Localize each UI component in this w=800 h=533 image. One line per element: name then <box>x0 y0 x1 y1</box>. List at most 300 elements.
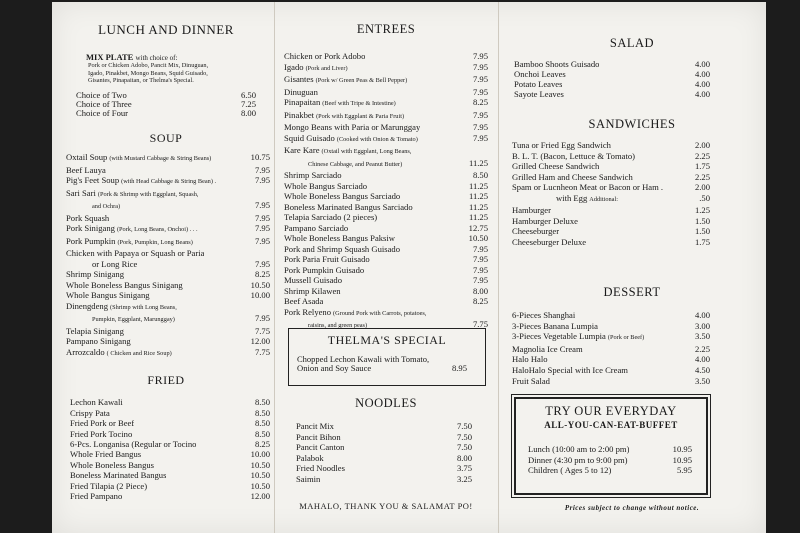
menu-item-name-group <box>66 152 211 165</box>
buffet-title: TRY OUR EVERYDAY <box>545 404 677 418</box>
menu-item-price: 11.25 <box>468 212 488 222</box>
menu-item-price: 11.25 <box>468 191 488 201</box>
menu-item-name-group <box>66 248 204 259</box>
menu-item-name: Tuna or Fried Egg Sandwich <box>512 140 611 150</box>
menu-item-name: Children ( Ages 5 to 12) <box>528 465 612 476</box>
menu-item-name: Pork Sinigang <box>66 223 115 234</box>
menu-item-row <box>284 254 488 265</box>
menu-item-name-group <box>66 280 183 291</box>
menu-item-price: 7.95 <box>472 254 488 264</box>
dessert-list <box>512 310 710 386</box>
menu-item-name: Arrozcaldo <box>66 346 105 357</box>
menu-item-price: 3.25 <box>456 473 472 484</box>
menu-item-row <box>284 122 488 133</box>
menu-item-name: Grilled Cheese Sandwich <box>512 161 600 171</box>
soup-title: SOUP <box>149 131 183 146</box>
menu-item-row <box>284 87 488 98</box>
sandwiches-list <box>512 140 710 247</box>
menu-item-price: 7.95 <box>472 243 488 254</box>
menu-item-row <box>512 193 710 206</box>
menu-item-description: (Pork with Eggplant & Paria Fruit) <box>316 112 405 120</box>
menu-item-name-group <box>512 331 644 344</box>
menu-item-price: 10.75 <box>250 152 270 163</box>
menu-item-name-group <box>76 91 127 100</box>
menu-item-price: 7.95 <box>472 74 488 84</box>
entrees-title: ENTREES <box>356 22 416 36</box>
menu-item-name-group <box>528 455 628 466</box>
menu-item-name: Chicken with Papaya or Squash or Paria <box>66 248 205 259</box>
menu-item-row <box>66 223 270 236</box>
menu-item-description: Pumpkin, Eggplant, Marunggay) <box>92 316 175 324</box>
buffet-list <box>528 444 692 476</box>
menu-item-name: Fried Pork or Beef <box>70 418 135 429</box>
menu-item-row <box>296 442 472 453</box>
menu-item-name-group <box>512 161 599 172</box>
menu-item-name: Pancit Canton <box>296 442 345 453</box>
menu-item-name: Dinner (4:30 pm to 9:00 pm) <box>528 454 628 465</box>
menu-item-row <box>70 418 270 428</box>
menu-item-name: Shrimp Sinigang <box>66 269 125 280</box>
menu-item-name: Fried Tilapia (2 Piece) <box>70 480 148 491</box>
menu-item-name: Pork Pumpkin Guisado <box>284 264 365 275</box>
menu-item-name: Whole Boneless Bangus <box>70 459 155 470</box>
menu-item-name-group <box>284 244 400 255</box>
menu-item-row <box>76 109 256 118</box>
price-notice: Prices subject to change without notice. <box>564 504 700 512</box>
menu-item-price: 4.00 <box>694 354 710 365</box>
menu-item-row <box>66 336 270 347</box>
menu-item-price: 10.00 <box>250 290 270 301</box>
menu-item-price: 8.00 <box>456 452 472 463</box>
right-column <box>508 2 756 386</box>
mix-plate-description-line: Gisantes, Pinapaitan, or Thelma's Special. <box>88 77 194 85</box>
menu-item-name-group <box>66 290 150 301</box>
menu-item-name: Potato Leaves <box>514 79 563 89</box>
menu-item-name-group <box>296 421 334 432</box>
menu-item-row <box>284 223 488 234</box>
menu-item-name: 6-Pieces Shanghai <box>512 310 576 320</box>
menu-item-name-group <box>512 237 586 248</box>
mix-plate-heading <box>86 52 266 62</box>
menu-item-row <box>76 100 256 109</box>
menu-item-price: 7.95 <box>472 51 488 61</box>
menu-item-name: Oxtail Soup <box>66 152 108 163</box>
dessert-title: DESSERT <box>603 285 661 299</box>
menu-item-name: Onchoi Leaves <box>514 69 566 79</box>
menu-item-name: Whole Boneless Bangus Sarciado <box>284 191 401 201</box>
menu-item-name-group <box>296 442 344 453</box>
menu-item-row <box>284 244 488 255</box>
salad-title: SALAD <box>609 36 655 50</box>
menu-item-name-group <box>70 439 196 449</box>
menu-item-name-group <box>528 444 629 455</box>
menu-item-name-group <box>70 470 166 480</box>
menu-item-row <box>284 158 488 171</box>
menu-item-name: Lechon Kawali <box>70 397 123 408</box>
menu-item-name: Mussell Guisado <box>284 275 343 285</box>
menu-item-price: 7.75 <box>472 319 488 329</box>
menu-item-price: .50 <box>699 192 710 203</box>
menu-item-price: 8.50 <box>254 407 270 418</box>
menu-item-name-group <box>284 97 396 110</box>
menu-item-name-group <box>512 140 611 151</box>
menu-item-name: or Long Rice <box>92 258 138 269</box>
menu-item-row <box>512 331 710 344</box>
menu-item-price: 8.00 <box>472 285 488 296</box>
menu-item-name-group <box>284 170 342 181</box>
menu-item-description: Additional: <box>589 195 618 203</box>
middle-column <box>284 2 488 332</box>
menu-item-price: 4.00 <box>694 59 710 69</box>
menu-item-name: Spam or Lucnheon Meat or Bacon or Ham . <box>512 182 664 192</box>
menu-item-row <box>512 205 710 216</box>
menu-item-price: 8.25 <box>254 439 270 450</box>
menu-item-name-group <box>284 191 400 202</box>
menu-item-name-group <box>512 193 618 206</box>
buffet-subtitle: ALL-YOU-CAN-EAT-BUFFET <box>544 420 678 430</box>
menu-item-name: Saimin <box>296 473 321 484</box>
fried-list <box>70 397 270 501</box>
thelmas-special-title: THELMA'S SPECIAL <box>327 333 447 347</box>
menu-item-name-group <box>512 365 628 376</box>
menu-item-row <box>76 91 256 100</box>
menu-item-row <box>512 182 710 193</box>
menu-item-name-group <box>284 122 420 133</box>
menu-item-name: Telapia Sinigang <box>66 325 124 336</box>
menu-item-name-group <box>70 397 123 407</box>
menu-item-name: Choice of Three <box>76 99 132 109</box>
menu-item-name: Pinapaitan <box>284 97 321 107</box>
menu-item-row <box>514 79 710 89</box>
menu-item-price: 12.00 <box>250 491 270 502</box>
menu-item-name-group <box>284 275 342 286</box>
menu-item-name-group <box>296 463 345 474</box>
menu-item-name: Whole Boneless Bangus Sinigang <box>66 279 183 290</box>
menu-item-name: Pork Relyeno <box>284 306 332 317</box>
menu-item-name-group <box>66 213 109 224</box>
menu-item-name: 6-Pcs. Longanisa (Regular or Tocino <box>70 439 197 450</box>
menu-item-price: 7.75 <box>254 325 270 336</box>
menu-item-name-group <box>70 408 110 418</box>
menu-item-name-group <box>528 465 611 476</box>
menu-item-row <box>66 213 270 224</box>
menu-item-name-group <box>296 432 341 443</box>
menu-item-price <box>268 248 270 259</box>
menu-item-price: 8.25 <box>472 296 488 306</box>
menu-item-name: Whole Boneless Bangus Paksiw <box>284 233 395 243</box>
menu-item-name: Telapia Sarciado (2 pieces) <box>284 212 378 222</box>
menu-item-name-group <box>512 310 575 321</box>
mix-plate-description-line: Pork or Chicken Adobo, Pancit Mix, Dinuguan, <box>88 62 209 69</box>
menu-item-name: Kare Kare <box>284 145 320 155</box>
menu-item-name-group <box>70 449 141 459</box>
mix-plate-title: MIX PLATE <box>86 52 134 62</box>
menu-item-row <box>284 296 488 307</box>
menu-item-row <box>296 463 472 474</box>
menu-item-row <box>70 460 270 470</box>
lunch-dinner-title: LUNCH AND DINNER <box>98 22 234 37</box>
menu-item-description: (Oxtail with Eggplant, Long Beans, <box>321 148 412 155</box>
menu-item-row <box>528 465 692 476</box>
menu-item-price: 6.50 <box>240 89 256 100</box>
menu-item-name-group <box>284 265 364 276</box>
menu-item-price: 1.75 <box>694 236 710 247</box>
menu-item-row <box>296 474 472 485</box>
menu-item-description: (with Mustard Cabbage & String Beans) <box>109 155 212 163</box>
menu-item-row <box>512 161 710 172</box>
menu-item-name-group <box>512 182 663 193</box>
menu-item-row <box>284 145 488 158</box>
menu-item-name: Hamburger Deluxe <box>512 215 578 226</box>
menu-item-row <box>66 175 270 188</box>
menu-item-row <box>66 326 270 337</box>
menu-item-row <box>284 51 488 62</box>
menu-item-name-group <box>284 87 318 98</box>
menu-item-row <box>284 110 488 123</box>
menu-item-price: 8.25 <box>254 269 270 280</box>
menu-item-name: Pancit Bihon <box>296 431 341 442</box>
menu-item-price: 7.50 <box>456 442 472 453</box>
menu-item-row <box>70 481 270 491</box>
menu-item-name-group <box>512 226 559 237</box>
menu-item-name-group <box>284 133 418 146</box>
menu-item-name-group <box>512 205 551 216</box>
menu-item-row <box>512 321 710 332</box>
menu-item-price: 7.50 <box>456 421 472 431</box>
menu-item-row <box>514 59 710 69</box>
menu-item-price: 8.50 <box>254 418 270 429</box>
menu-item-price: 11.25 <box>468 180 488 191</box>
menu-item-row <box>284 74 488 87</box>
menu-item-price <box>268 301 270 314</box>
menu-item-name: Boneless Marinated Bangus <box>70 470 167 481</box>
menu-item-name: Boneless Marinated Bangus Sarciado <box>284 201 413 212</box>
menu-item-row <box>284 275 488 286</box>
menu-item-price <box>486 145 488 158</box>
menu-item-price: 7.95 <box>254 258 270 269</box>
menu-item-name-group <box>66 269 124 280</box>
menu-item-name-group <box>284 233 395 244</box>
noodles-list <box>296 421 472 485</box>
menu-item-price: 7.95 <box>472 61 488 72</box>
menu-item-description: Chinese Cabbage, and Peanut Butter) <box>308 160 403 168</box>
menu-item-name: B. L. T. (Bacon, Lettuce & Tomato) <box>512 150 636 161</box>
menu-item-row <box>66 236 270 249</box>
menu-item-price: 7.95 <box>472 122 488 132</box>
menu-item-name-group <box>66 301 177 314</box>
menu-item-name-group <box>296 474 320 485</box>
menu-item-name: Whole Fried Bangus <box>70 449 142 460</box>
menu-item-name: Choice of Four <box>76 109 129 119</box>
menu-item-description: (Pork w/ Green Peas & Bell Pepper) <box>315 77 408 84</box>
menu-item-description: (Pork, Long Beans, Onchoi) . . . <box>116 226 198 234</box>
menu-item-row <box>284 233 488 244</box>
menu-item-name: Sari Sari <box>66 187 96 198</box>
menu-item-name: Cheeseburger <box>512 226 560 236</box>
menu-item-name: Shrimp Kilawen <box>284 285 341 296</box>
menu-item-name: Whole Bangus Sinigang <box>66 290 150 301</box>
menu-item-row <box>66 347 270 360</box>
menu-item-row <box>514 69 710 79</box>
menu-item-price <box>486 307 488 320</box>
menu-item-name: Sayote Leaves <box>514 89 564 99</box>
menu-item-name-group <box>66 188 198 201</box>
menu-item-name: Cheeseburger Deluxe <box>512 236 587 247</box>
mix-plate-description <box>88 62 266 85</box>
menu-item-name-group <box>284 202 413 213</box>
menu-item-row <box>296 453 472 464</box>
menu-item-price: 7.95 <box>472 86 488 97</box>
menu-item-name-group <box>512 172 633 183</box>
fold-line-left <box>274 2 275 533</box>
menu-item-name-group <box>66 336 131 347</box>
menu-item-row <box>528 444 692 455</box>
menu-item-name-group <box>66 259 137 270</box>
menu-item-name: Mongo Beans with Paria or Marunggay <box>284 122 421 132</box>
menu-item-price: 7.95 <box>254 313 270 324</box>
menu-item-name-group <box>284 158 402 171</box>
menu-item-row <box>512 140 710 151</box>
menu-item-description: (Pork and Liver) <box>305 64 348 72</box>
menu-item-description: (Beef with Tripe & Intestine) <box>322 100 396 107</box>
menu-item-name: Pampano Sinigang <box>66 336 131 347</box>
thelmas-special-line2: Onion and Soy Sauce 8.95 <box>297 363 467 373</box>
menu-item-name: Fried Noodles <box>296 463 345 474</box>
menu-item-name-group <box>284 296 323 307</box>
menu-item-name-group <box>284 110 404 123</box>
mix-plate-choices <box>76 91 256 119</box>
menu-item-name: Igado <box>284 61 304 72</box>
menu-item-name-group <box>514 69 566 79</box>
menu-item-name: Whole Bangus Sarciado <box>284 180 368 191</box>
menu-item-row <box>512 376 710 387</box>
menu-item-name-group <box>70 418 134 428</box>
menu-item-row <box>66 188 270 201</box>
menu-item-price: 10.50 <box>250 480 270 491</box>
menu-item-name-group <box>66 313 175 326</box>
menu-item-name: Gisantes <box>284 74 314 84</box>
menu-item-price: 5.95 <box>676 465 692 476</box>
menu-item-price: 1.50 <box>694 215 710 226</box>
menu-item-name: Pork Squash <box>66 212 110 223</box>
menu-item-name: Pampano Sarciado <box>284 222 349 233</box>
menu-item-name-group <box>66 347 172 360</box>
menu-item-row <box>284 170 488 181</box>
menu-item-price: 12.75 <box>468 222 488 233</box>
menu-item-row <box>66 313 270 326</box>
menu-item-price: 7.25 <box>240 98 256 109</box>
menu-item-price: 3.50 <box>694 331 710 342</box>
menu-item-price: 10.50 <box>250 470 270 481</box>
menu-item-row <box>296 421 472 432</box>
menu-item-row <box>284 62 488 75</box>
menu-item-row <box>284 286 488 297</box>
menu-item-price: 1.75 <box>694 161 710 171</box>
sandwiches-title: SANDWICHES <box>588 117 676 131</box>
menu-item-row <box>70 397 270 407</box>
menu-item-description: (Pork or Beef) <box>607 334 645 342</box>
menu-item-name: Squid Guisado <box>284 132 335 143</box>
menu-item-row <box>66 152 270 165</box>
menu-item-row <box>70 491 270 501</box>
menu-item-name-group <box>70 460 154 470</box>
menu-item-price: 1.25 <box>694 205 710 215</box>
menu-item-price: 4.00 <box>694 89 710 99</box>
menu-item-price: 12.00 <box>250 336 270 347</box>
menu-item-row <box>512 226 710 237</box>
menu-item-name: Pork and Shrimp Squash Guisado <box>284 243 401 254</box>
menu-item-name: Palabok <box>296 452 324 463</box>
menu-item-price: 1.50 <box>694 226 710 236</box>
menu-item-name: Pork Paria Fruit Guisado <box>284 254 370 264</box>
menu-item-name: Pork Pumpkin <box>66 235 116 246</box>
menu-item-name: Fried Pork Tocino <box>70 428 133 439</box>
menu-item-name-group <box>284 286 341 297</box>
menu-item-name: Pancit Mix <box>296 421 334 431</box>
menu-item-price: 8.50 <box>254 397 270 408</box>
menu-item-description: ( Chicken and Rice Soup) <box>106 349 172 357</box>
menu-item-row <box>512 216 710 227</box>
menu-item-name-group <box>284 212 377 223</box>
menu-item-name-group <box>66 165 106 176</box>
menu-item-price: 7.95 <box>254 164 270 175</box>
menu-item-name-group <box>66 236 193 249</box>
menu-item-row <box>70 470 270 480</box>
menu-item-row <box>70 408 270 418</box>
menu-item-name: Fried Pampano <box>70 491 123 502</box>
menu-item-row <box>512 365 710 376</box>
menu-item-price: 10.50 <box>250 459 270 470</box>
menu-item-name: Lunch (10:00 am to 2:00 pm) <box>528 444 630 454</box>
menu-item-price: 7.95 <box>254 223 270 234</box>
menu-item-name-group <box>66 200 120 213</box>
menu-item-price: 4.50 <box>694 364 710 375</box>
menu-item-price: 8.50 <box>254 428 270 439</box>
menu-item-name-group <box>284 307 426 320</box>
menu-item-description: (Pork, Pumpkin, Long Beans) <box>117 238 193 246</box>
menu-item-price: 2.25 <box>694 150 710 161</box>
menu-item-row <box>70 449 270 459</box>
menu-item-row <box>512 354 710 365</box>
menu-item-row <box>70 429 270 439</box>
menu-item-name-group <box>284 181 367 192</box>
menu-item-name-group <box>66 326 124 337</box>
menu-item-price: 4.00 <box>694 310 710 320</box>
menu-sheet <box>52 2 766 533</box>
menu-item-row <box>284 133 488 146</box>
menu-item-row <box>66 200 270 213</box>
menu-item-price: 8.25 <box>472 97 488 107</box>
menu-item-price: 10.95 <box>672 454 692 465</box>
menu-item-row <box>512 172 710 183</box>
menu-item-row <box>514 89 710 99</box>
menu-item-name: Beef Lauya <box>66 164 106 175</box>
menu-item-row <box>66 248 270 259</box>
menu-item-price: 7.75 <box>254 346 270 357</box>
menu-item-price: 4.00 <box>694 79 710 89</box>
menu-item-name: Dinuguan <box>284 86 318 97</box>
menu-item-row <box>528 455 692 466</box>
menu-item-price: 10.50 <box>468 233 488 243</box>
menu-item-name-group <box>70 481 147 491</box>
soup-list <box>66 152 270 359</box>
menu-item-name-group <box>284 74 407 87</box>
menu-item-name: HaloHalo Special with Ice Cream <box>512 364 628 375</box>
menu-item-name-group <box>514 79 562 89</box>
menu-item-name: Crispy Pata <box>70 407 110 418</box>
menu-item-name-group <box>66 175 216 188</box>
menu-item-name: Magnolia Ice Cream <box>512 343 583 354</box>
